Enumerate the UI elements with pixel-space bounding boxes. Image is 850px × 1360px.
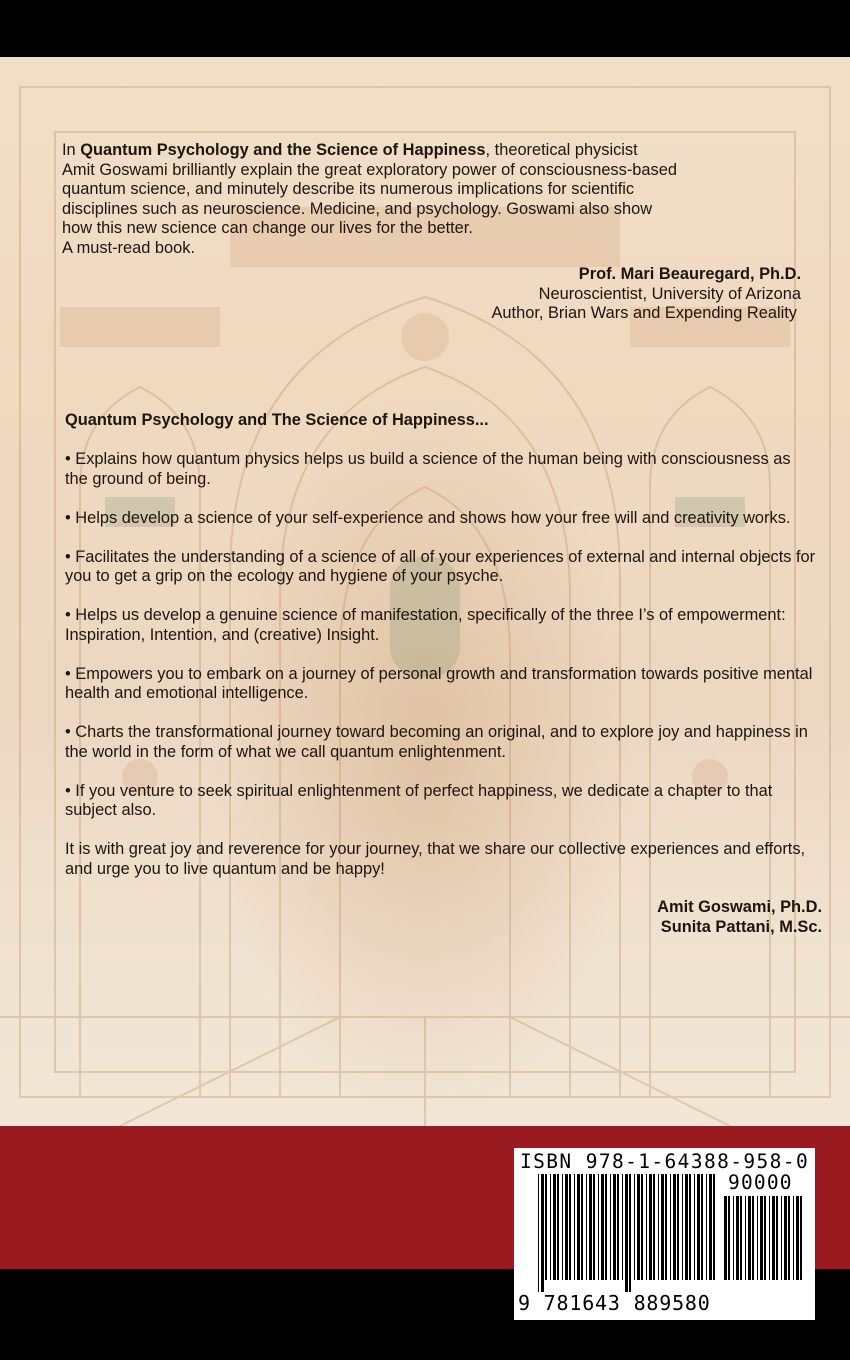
barcode-bar	[574, 1174, 575, 1280]
barcode-bar	[625, 1174, 628, 1292]
barcode-bar	[649, 1174, 652, 1280]
barcode-bar	[557, 1174, 559, 1280]
cover-text-layer	[0, 57, 850, 1126]
barcode-bar	[733, 1196, 734, 1280]
barcode-bar	[784, 1196, 787, 1280]
barcode-bar	[653, 1174, 655, 1280]
barcode-bar	[772, 1196, 775, 1280]
feature-bullet: • Explains how quantum physics helps us build a science of the human being with consciousness as the ground of being.	[65, 450, 791, 488]
back-cover-panel	[0, 57, 850, 1126]
endorsement-blurb	[62, 141, 702, 258]
barcode-bar	[550, 1174, 551, 1280]
feature-bullet: • Helps develop a science of your self-experience and shows how your free will and creativity works.	[65, 508, 791, 527]
barcode-bar	[562, 1174, 563, 1280]
barcode-bar	[709, 1174, 712, 1280]
barcode-bar	[682, 1174, 683, 1280]
barcode-bar	[665, 1174, 667, 1280]
barcode-bar	[545, 1174, 547, 1280]
barcode-bar	[629, 1174, 631, 1292]
barcode-bar	[757, 1196, 758, 1280]
blurb-line: quantum science, and minutely describe its numerous implications for scientific	[62, 180, 635, 198]
blurb-line: A must-read book.	[62, 238, 196, 257]
barcode-bar	[694, 1174, 695, 1280]
barcode-bar	[677, 1174, 679, 1280]
barcode-bar	[769, 1196, 770, 1280]
blurb-line	[62, 141, 702, 161]
barcode-bar	[796, 1196, 799, 1280]
barcode-bar	[565, 1174, 568, 1280]
barcode-bar	[553, 1174, 556, 1280]
barcode-bar	[740, 1196, 742, 1280]
barcode-bar	[641, 1174, 643, 1280]
endorser-name: Prof. Mari Beauregard, Ph.D.	[578, 265, 801, 283]
barcode-bar	[538, 1174, 539, 1292]
features-heading: Quantum Psychology and The Science of Happiness...	[65, 411, 489, 429]
book-features	[65, 411, 817, 899]
closing-paragraph: It is with great joy and reverence for your journey, that we share our collective experiences and efforts, and urge you to live quantum and be happy!	[65, 840, 806, 878]
blurb-line: how this new science can change our lives for the better.	[62, 219, 473, 237]
barcode-bar	[577, 1174, 580, 1280]
barcode-bar	[760, 1196, 763, 1280]
barcode-bar	[661, 1174, 664, 1280]
blurb-intro-word: In	[62, 141, 76, 159]
barcode-bar	[701, 1174, 703, 1280]
feature-bullet: • Helps us develop a genuine science of manifestation, specifically of the three I’s of empowerment: Inspiration, Intention, and (creative) Insight.	[65, 606, 786, 644]
barcode-bar	[601, 1174, 604, 1280]
isbn-barcode	[514, 1148, 815, 1320]
barcode-bar	[670, 1174, 671, 1280]
endorser-signature	[491, 265, 801, 324]
barcode-bar	[689, 1174, 691, 1280]
author-name: Sunita Pattani, M.Sc.	[660, 918, 822, 936]
barcode-bar	[613, 1174, 616, 1280]
barcode-bar	[581, 1174, 583, 1280]
barcode-bar	[781, 1196, 782, 1280]
barcode-bar	[622, 1174, 623, 1280]
barcode-bar	[569, 1174, 571, 1280]
barcode-bar	[728, 1196, 730, 1280]
barcode-bar	[748, 1196, 751, 1280]
barcode-bar	[745, 1196, 746, 1280]
endorser-books: Author, Brian Wars and Expending Reality	[491, 304, 797, 322]
blurb-line1-rest: , theoretical physicist	[485, 141, 638, 159]
barcode-bar	[764, 1196, 766, 1280]
endorser-title: Neuroscientist, University of Arizona	[538, 284, 801, 303]
barcode-bar	[541, 1174, 544, 1292]
barcode-bar	[793, 1196, 794, 1280]
barcode-bar	[724, 1196, 727, 1280]
barcode-bar	[673, 1174, 676, 1280]
barcode-bar	[776, 1196, 778, 1280]
ean-barcode-bars	[538, 1174, 718, 1292]
blurb-line: disciplines such as neuroscience. Medicine, and psychology. Goswami also show	[62, 199, 653, 218]
feature-bullet: • Charts the transformational journey toward becoming an original, and to explore joy and happiness in the world in the form of what we call quantum enlightenment.	[65, 723, 808, 761]
top-black-bar	[0, 0, 850, 57]
barcode-bar	[658, 1174, 659, 1280]
barcode-bar	[634, 1174, 635, 1280]
barcode-bar	[610, 1174, 611, 1280]
price-code: 90000	[728, 1171, 793, 1194]
author-signatures	[657, 897, 822, 937]
barcode-bar	[713, 1174, 715, 1280]
isbn-label: ISBN 978-1-64388-958-0	[520, 1150, 810, 1173]
feature-bullet: • Empowers you to embark on a journey of personal growth and transformation towards positive mental health and emotional intelligence.	[65, 664, 813, 702]
barcode-bar	[605, 1174, 607, 1280]
blurb-line: Amit Goswami brilliantly explain the great exploratory power of consciousness-based	[62, 160, 677, 179]
barcode-bar	[589, 1174, 592, 1280]
barcode-bar	[685, 1174, 688, 1280]
author-name: Amit Goswami, Ph.D.	[657, 898, 822, 916]
barcode-bar	[593, 1174, 595, 1280]
barcode-bar	[736, 1196, 739, 1280]
barcode-bar	[788, 1196, 790, 1280]
barcode-bar	[646, 1174, 647, 1280]
feature-bullet: • Facilitates the understanding of a science of all of your experiences of external and internal objects for you to get a grip on the ecology and hygiene of your psyche.	[65, 547, 816, 585]
price-barcode-bars	[724, 1196, 808, 1292]
barcode-bar	[752, 1196, 754, 1280]
barcode-bar	[586, 1174, 587, 1280]
blurb-book-title: Quantum Psychology and the Science of Happiness	[80, 141, 486, 159]
barcode-bar	[800, 1196, 802, 1280]
barcode-bar	[637, 1174, 640, 1280]
barcode-bar	[697, 1174, 700, 1280]
barcode-bar	[706, 1174, 707, 1280]
barcode-bar	[617, 1174, 619, 1280]
feature-bullet: • If you venture to seek spiritual enlightenment of perfect happiness, we dedicate a chapter to that subject also.	[65, 781, 773, 819]
ean-digits: 9 781643 889580	[518, 1291, 711, 1315]
barcode-bar	[598, 1174, 599, 1280]
